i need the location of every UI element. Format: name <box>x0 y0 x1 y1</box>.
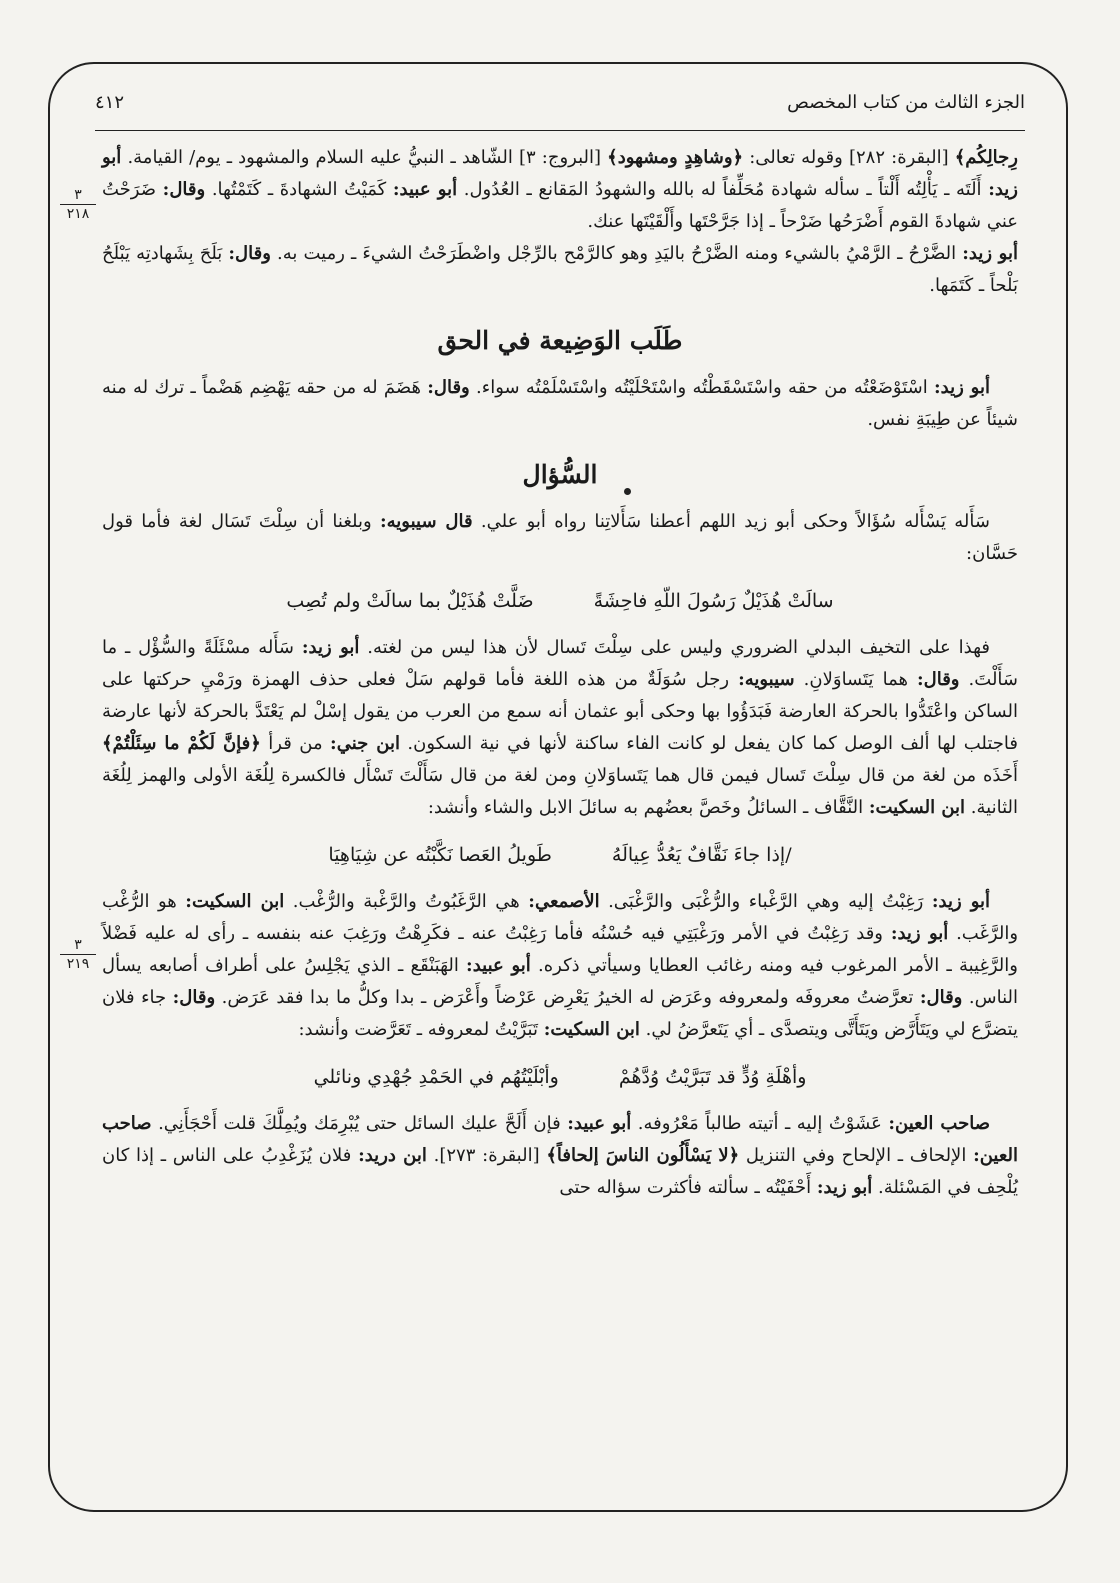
section-heading: طَلَب الوَضِيعة في الحق <box>437 326 683 355</box>
verse-line <box>102 1060 1018 1094</box>
margin-reference: ٣ ٢١٩ <box>60 938 96 971</box>
verse-hemistich: وأهْلَةِ وُدٍّ قد تَبَرَّيْتُ وُدَّهُمْ <box>618 1066 807 1088</box>
verse-hemistich: وأبْلَيْتُهُم في الحَمْدِ جُهْدِي ونائلي <box>313 1066 559 1088</box>
paragraph: أبو زيد: رَغِبْتُ إليه وهي الرَّغْباء والرُّغْبَى والرَّغْبَى. الأصمعي: هي الرَّغَبُوتُ والرَّغْبة والرُّغْب. ابن السكيت: هو الرُّغْب والرَّغَب. أبو زيد: وقد رَغِبْتُ في الأمر ورَغْبَتِي فيه حُسْنُه فأما رَغِبْتُ عنه ـ فكَرِهْتُ ورَغِبَ عنه بنفسه ـ رأى له عليه فَضْلاً والرَّغِيبة ـ الأمر المرغوب فيه ومنه رغائب العطايا وسيأتي ذكره. أبو عبيد: الهَبَنْقَع ـ الذي يَجْلِسُ على أطراف أصابعه يسأل الناس. وقال: تعرَّضتُ معروفَه ولمعروفه وعَرَض له الخيرُ يَعْرِض عَرْضاً وأَعْرَض ـ بدا وكلُّ ما بدا فقد عَرَض. وقال: جاء فلان يتضرَّع لي ويَتَأَرَّض ويَتَأَتَّى ويتصدَّى ـ أي يَتَعرَّضُ لي. ابن السكيت: تَبَرَّيْتُ لمعروفه ـ تَعَرَّضت وأنشد: <box>102 891 1019 1040</box>
page-body <box>102 142 1018 1204</box>
paragraph: سَأَله يَسْأَله سُؤَالاً وحكى أبو زيد اللهم أعطنا سَأَلاتِنا رواه أبو علي. قال سيبويه: وبلغنا أن سِلْتَ تَسَال لغة فأما قول حَسَّان: <box>102 511 1018 564</box>
paragraph: أبو زيد: اسْتَوْضَعْتُه من حقه واسْتَسْقَطْتُه واسْتَحْلَيْتُه واسْتَسْلَمْتُه سواء. وقال: هَضَمَ له من حقه يَهْضِم هَضْماً ـ ترك له منه شيئاً عن طِيبَةِ نفس. <box>102 377 1018 430</box>
paragraph: رِجالِكُم﴾ [البقرة: ٢٨٢] وقوله تعالى: ﴿وشاهِدٍ ومشهود﴾ [البروج: ٣] الشّاهد ـ النبيُّ عليه السلام والمشهود ـ يوم/ القيامة. أبو زيد: أَلَتَه ـ يَأْلِتُه أَلْتاً ـ سأله شهادة مُحَلِّفاً له بالله والشهودُ المَقانع ـ العُدُول. أبو عبيد: كَمَيْتُ الشهادةَ ـ كَتَمْتُها. وقال: ضَرَحْتُ عني شهادةَ القوم أَضْرَحُها ضَرْحاً ـ إذا جَرَّحْتَها وأَلْقَيْتَها عنك. <box>102 147 1018 232</box>
verse-hemistich: /إذا جاءَ نَقَّافٌ يَعُدُّ عِيالَهُ <box>611 844 792 866</box>
running-title: الجزء الثالث من كتاب المخصص <box>787 92 1025 113</box>
paragraph: أبو زيد: الضَّرْحُ ـ الرَّمْيُ بالشيء ومنه الضَّرْحُ باليَدِ وهو كالرَّمْح بالرِّجْل واضْطَرَحْتُ الشيءَ ـ رميت به. وقال: بَلَحَ بِشَهادتِه يَبْلَحُ بَلْحاً ـ كَتَمَها. <box>102 243 1018 296</box>
verse-hemistich: سالَتْ هُذَيْلٌ رَسُولَ اللّهِ فاحِشَةً <box>593 590 834 612</box>
page-number: ٤١٢ <box>95 92 125 113</box>
margin-reference: ٣ ٢١٨ <box>60 188 96 221</box>
verse-hemistich: ضَلَّتْ هُذَيْلٌ بما سالَتْ ولم تُصِب <box>286 590 534 612</box>
paragraph: فهذا على التخيف البدلي الضروري وليس على سِلْتَ تَسال لأن هذا ليس من لغته. أبو زيد: سَأَله مسْئَلَةً والسُّؤْل ـ ما سَأَلْتَ. وقال: هما يَتَساوَلانِ. سيبويه: رجل سُوَلَةٌ من هذه اللغة فأما قولهم سَلْ فعلى حذف الهمزة ورَمْيِ حركتها على الساكن واعْتَدُّوا بالحركة العارضة فَبَدَؤُوا بها وحكى أبو عثمان أنه سمع من العرب من يقول إسْلْ لم يَعْتَدَّ بالحركة لأنها عارضة فاجتلب لها ألف الوصل كما كان يفعل لو كانت الفاء ساكنة لأنها في نية السكون. ابن جني: من قرأ ﴿فإنَّ لَكُمْ ما سِئَلْتُمْ﴾ أَخَذَه من لغة من قال سِلْتَ تَسال فيمن قال هما يَتَساوَلانِ ومن لغة من قال سَأَلْتَ تَسْأَل فالكسرة لِلُغَة الأولى والهمز لِلُغَة الثانية. ابن السكيت: النَّقَّاف ـ السائلُ وخَصَّ بعضُهم به سائلَ الابل والشاء وأنشد: <box>102 637 1018 818</box>
section-heading: السُّؤال <box>522 460 598 489</box>
header-rule <box>95 130 1025 131</box>
paragraph: صاحب العين: عَشَوْتُ إليه ـ أتيته طالباً مَعْرُوفه. أبو عبيد: فإن أَلَحَّ عليك السائل حتى يُبْرِمَك ويُمِلَّكَ قلت أَحْجَأَنِي. صاحب العين: الإلحاف ـ الإلحاح وفي التنزيل ﴿لا يَسْأَلُون الناسَ إلحافاً﴾ [البقرة: ٢٧٣]. ابن دريد: فلان يُزَغْدِبُ على الناس ـ إذا كان يُلْحِف في المَسْئلة. أبو زيد: أَحْفَيْتُه ـ سألته فأكثرت سؤاله حتى <box>102 1113 1019 1198</box>
page-header <box>95 88 1025 122</box>
verse-hemistich: طَويلُ العَصا نَكَّبْتُه عن شِيَاهِيَا <box>328 844 552 866</box>
verse-line <box>102 838 1018 872</box>
verse-line <box>102 584 1018 618</box>
